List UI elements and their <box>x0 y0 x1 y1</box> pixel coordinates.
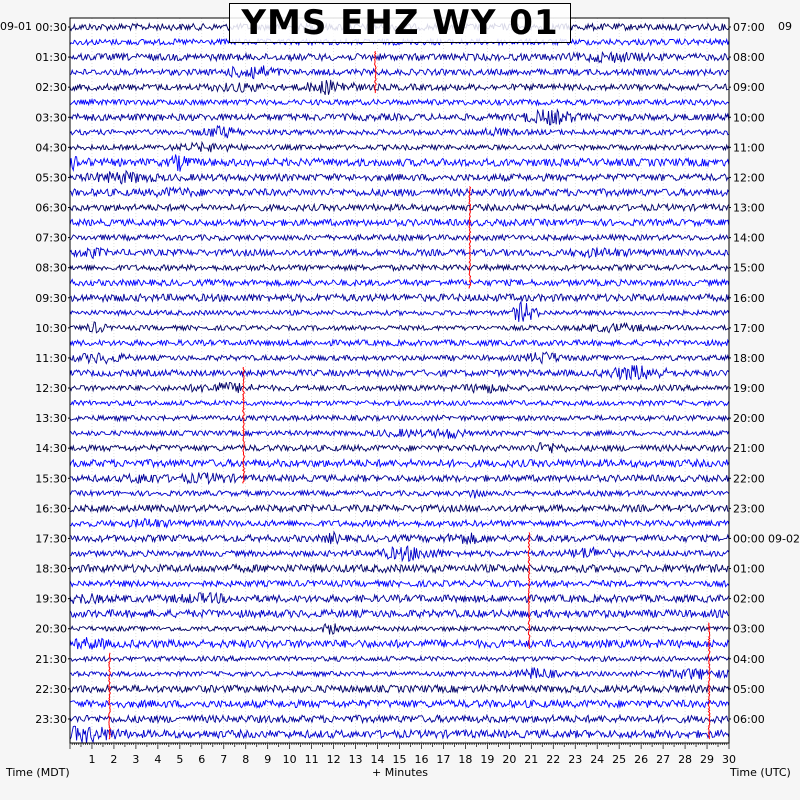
x-tick-label: 18 <box>458 753 473 766</box>
left-time-label: 01:30 <box>35 51 67 65</box>
right-time-label: 12:00 <box>733 171 765 185</box>
date-right-top-label: 09 <box>778 20 792 33</box>
right-time-label: 23:00 <box>733 502 765 516</box>
left-time-label: 10:30 <box>35 321 67 335</box>
x-tick-label: 10 <box>282 753 297 766</box>
x-tick-label: 30 <box>722 753 736 766</box>
x-tick-label: 20 <box>502 753 517 766</box>
left-time-label: 21:30 <box>35 652 67 666</box>
x-tick-label: 1 <box>88 753 96 766</box>
x-tick-label: 6 <box>198 753 206 766</box>
left-time-label: 11:30 <box>35 351 67 365</box>
x-tick-label: 3 <box>132 753 140 766</box>
right-time-label: 00:00 <box>733 532 765 546</box>
left-time-label: 08:30 <box>35 261 67 275</box>
x-tick-label: 16 <box>414 753 429 766</box>
left-time-label: 07:30 <box>35 231 67 245</box>
right-time-label: 02:00 <box>733 592 765 606</box>
x-tick-label: 21 <box>524 753 539 766</box>
x-tick-label: 17 <box>436 753 451 766</box>
right-time-label: 14:00 <box>733 231 765 245</box>
right-time-label: 19:00 <box>733 382 765 396</box>
x-tick-label: 26 <box>634 753 649 766</box>
x-tick-label: 28 <box>678 753 693 766</box>
x-tick-label: 27 <box>656 753 671 766</box>
x-tick-label: 14 <box>370 753 385 766</box>
left-time-label: 23:30 <box>35 712 67 726</box>
right-time-label: 11:00 <box>733 141 765 155</box>
x-tick-label: 13 <box>348 753 363 766</box>
date-left-label: 09-01 <box>0 20 32 33</box>
left-time-label: 17:30 <box>35 532 67 546</box>
left-time-label: 14:30 <box>35 442 67 456</box>
right-time-label: 13:00 <box>733 201 765 215</box>
right-time-label: 20:00 <box>733 412 765 426</box>
right-time-label: 07:00 <box>733 21 765 34</box>
x-tick-label: 8 <box>242 753 250 766</box>
x-tick-label: 12 <box>326 753 341 766</box>
right-axis-label: Time (UTC) <box>730 766 791 779</box>
left-time-label: 16:30 <box>35 502 67 516</box>
x-tick-label: 11 <box>304 753 319 766</box>
right-time-label: 04:00 <box>733 652 765 666</box>
right-time-label: 09:00 <box>733 81 765 95</box>
left-time-label: 13:30 <box>35 412 67 426</box>
left-time-label: 09:30 <box>35 291 67 305</box>
x-tick-label: 9 <box>264 753 272 766</box>
x-tick-label: 7 <box>220 753 228 766</box>
left-time-label: 02:30 <box>35 81 67 95</box>
x-tick-label: 4 <box>154 753 162 766</box>
left-time-label: 03:30 <box>35 111 67 125</box>
x-tick-label: 24 <box>590 753 605 766</box>
right-time-label: 22:00 <box>733 472 765 486</box>
left-time-label: 12:30 <box>35 382 67 396</box>
plot-title: YMS EHZ WY 01 <box>229 3 571 43</box>
right-time-label: 16:00 <box>733 291 765 305</box>
right-time-label: 15:00 <box>733 261 765 275</box>
left-time-label: 06:30 <box>35 201 67 215</box>
x-tick-label: 5 <box>176 753 184 766</box>
right-time-label: 17:00 <box>733 321 765 335</box>
right-time-label: 01:00 <box>733 562 765 576</box>
left-time-label: 22:30 <box>35 682 67 696</box>
x-tick-label: 23 <box>568 753 583 766</box>
right-time-label: 05:00 <box>733 682 765 696</box>
x-tick-label: 25 <box>612 753 627 766</box>
right-time-label: 10:00 <box>733 111 765 125</box>
left-axis-label: Time (MDT) <box>6 766 70 779</box>
left-time-label: 00:30 <box>35 21 67 34</box>
x-tick-label: 15 <box>392 753 407 766</box>
x-axis-label: + Minutes <box>372 766 429 779</box>
right-time-label: 03:00 <box>733 622 765 636</box>
right-time-label: 18:00 <box>733 351 765 365</box>
left-time-label: 19:30 <box>35 592 67 606</box>
date-right-label: 09-02 <box>768 532 800 546</box>
x-tick-label: 19 <box>480 753 495 766</box>
right-time-label: 06:00 <box>733 712 765 726</box>
right-time-label: 21:00 <box>733 442 765 456</box>
right-time-label: 08:00 <box>733 51 765 65</box>
left-time-label: 18:30 <box>35 562 67 576</box>
x-tick-label: 2 <box>110 753 118 766</box>
x-tick-label: 22 <box>546 753 561 766</box>
left-time-label: 05:30 <box>35 171 67 185</box>
left-time-label: 20:30 <box>35 622 67 636</box>
left-time-label: 04:30 <box>35 141 67 155</box>
x-tick-label: 29 <box>700 753 715 766</box>
left-time-label: 15:30 <box>35 472 67 486</box>
